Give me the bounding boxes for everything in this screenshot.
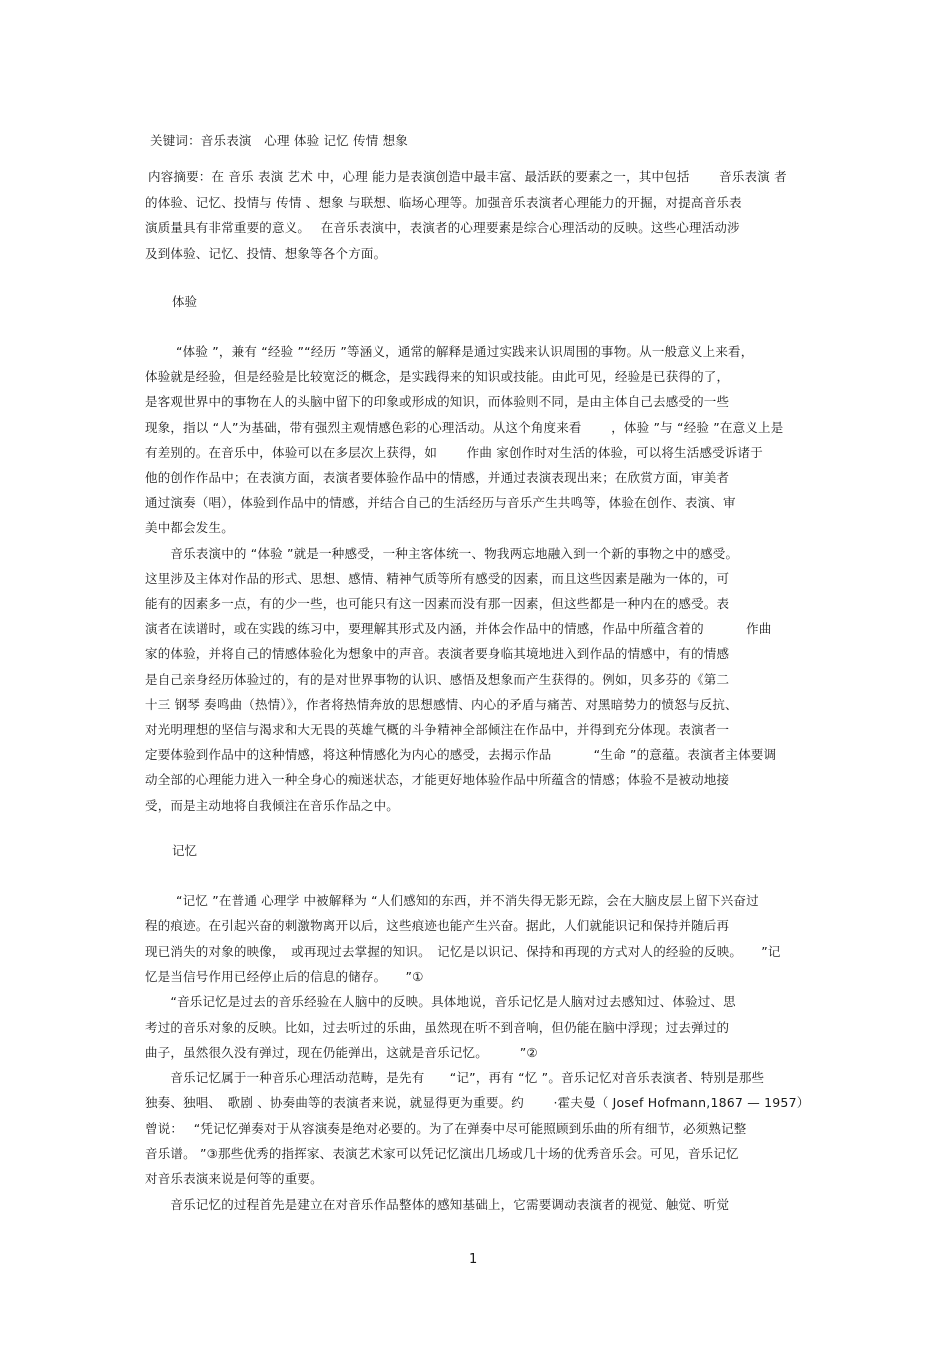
text-line: “体验 ”，兼有 “经验 ”“经历 ”等涵义，通常的解释是通过实践来认识周围的事物。从一般意义上来看， [176, 344, 754, 359]
text-line: 的体验、记忆、投情与 传情 、想象 与联想、临场心理等。加强音乐表演者心理能力的开掘，对提高音乐表 [145, 194, 742, 210]
text-line: 体验就是经验，但是经验是比较宽泛的概念，是实践得来的知识或技能。由此可见，经验是已获得的了， [145, 369, 730, 385]
text-line: 对光明理想的坚信与渴求和大无畏的英雄气概的斗争精神全部倾注在作品中，并得到充分体现。表演者一 [145, 722, 730, 737]
text-line: 独奏、独唱、 歌剧 、协奏曲等的表演者来说，就显得更为重要。约 ·霍夫曼（ Josef Hofmann,1867 — 1957） [145, 1095, 810, 1111]
text-line: 十三 钢琴 奏鸣曲（热情）》，作者将热情奔放的思想感情、内心的矛盾与痛苦、对黑暗势力的愤怒与反抗、 [145, 696, 738, 712]
text-line: 曾说： “凭记忆弹奏对于从容演奏是绝对必要的。为了在弹奏中尽可能照顾到乐曲的所有细节，必须熟记整 [145, 1120, 747, 1136]
text-line: 定要体验到作品中的这种情感，将这种情感化为内心的感受，去揭示作品 “生命 ”的意蕴。表演者主体要调 [145, 747, 777, 763]
text-line: “记忆 ”在普通 心理学 中被解释为 “人们感知的东西，并不消失得无影无踪，会在大脑皮层上留下兴奋过 [176, 893, 759, 908]
text-line: 这里涉及主体对作品的形式、思想、感情、精神气质等所有感受的因素，而且这些因素是融为一体的，可 [145, 570, 730, 586]
text-line: 有差别的。在音乐中，体验可以在多层次上获得，如 作曲 家创作时对生活的体验，可以将生活感受诉诸于 [145, 444, 763, 460]
text-line: 演质量具有非常重要的意义。 在音乐表演中，表演者的心理要素是综合心理活动的反映。这些心理活动涉 [145, 220, 740, 235]
text-line: 家的体验，并将自己的情感体验化为想象中的声音。表演者要身临其境地进入到作品的情感中，有的情感 [145, 646, 730, 662]
text-line: 受，而是主动地将自我倾注在音乐作品之中。 [145, 797, 400, 813]
text-line: 是自己亲身经历体验过的，有的是对世界事物的认识、感悟及想象而产生获得的。例如，贝多芬的《第二 [145, 671, 730, 687]
text-line: 考过的音乐对象的反映。比如，过去听过的乐曲，虽然现在听不到音响，但仍能在脑中浮现；过去弹过的 [145, 1019, 730, 1035]
text-line: 曲子，虽然很久没有弹过，现在仍能弹出，这就是音乐记忆。 ”② [145, 1044, 538, 1060]
text-line: 演者在读谱时，或在实践的练习中，要理解其形式及内涵，并体会作品中的情感，作品中所蕴含着的 作曲 [145, 621, 772, 637]
text-line: 及到体验、记忆、投情、想象等各个方面。 [145, 245, 387, 261]
text-line: 音乐记忆的过程首先是建立在对音乐作品整体的感知基础上，它需要调动表演者的视觉、触觉、听觉 [145, 1196, 730, 1212]
text-line: 是客观世界中的事物在人的头脑中留下的印象或形成的知识，而体验则不同，是由主体自己去感受的一些 [145, 394, 730, 410]
section-title-experience: 体验 [172, 294, 198, 309]
keywords-line: 关键词：音乐表演 心理 体验 记忆 传情 想象 [150, 133, 408, 148]
text-line: 现已消失的对象的映像， 或再现过去掌握的知识。 记忆是以识记、保持和再现的方式对人的经验的反映。 ”记 [145, 943, 781, 959]
text-line: 程的痕迹。在引起兴奋的刺激物离开以后，这些痕迹也能产生兴奋。据此，人们就能识记和保持并随后再 [145, 918, 730, 934]
text-line: 内容摘要：在 音乐 表演 艺术 中，心理 能力是表演创造中最丰富、最活跃的要素之一，其中包括 音乐表演 者 [148, 169, 787, 184]
page-number: 1 [469, 1252, 478, 1267]
text-line: 忆是当信号作用已经停止后的信息的储存。 ”① [145, 968, 424, 984]
text-line: “音乐记忆是过去的音乐经验在人脑中的反映。具体地说，音乐记忆是人脑对过去感知过、体验过、思 [145, 994, 736, 1010]
text-line: 他的创作作品中；在表演方面，表演者要体验作品中的情感，并通过表演表现出来；在欣赏方面，审美者 [145, 470, 730, 485]
text-line: 对音乐表演来说是何等的重要。 [145, 1171, 323, 1187]
text-line: 音乐记忆属于一种音乐心理活动范畴，是先有 “记”，再有 “忆 ”。音乐记忆对音乐表演者、特别是那些 [145, 1070, 765, 1086]
section-title-memory: 记忆 [172, 843, 198, 858]
text-line: 现象，指以 “人”为基础，带有强烈主观情感色彩的心理活动。从这个角度来看 ，体验 ”与 “经验 ”在意义上是 [145, 419, 784, 435]
text-line: 音乐谱。 ”③那些优秀的指挥家、表演艺术家可以凭记忆演出几场或几十场的优秀音乐会。可见，音乐记忆 [145, 1146, 739, 1161]
text-line: 能有的因素多一点，有的少一些，也可能只有这一因素而没有那一因素，但这些都是一种内在的感受。表 [145, 596, 730, 611]
text-line: 通过演奏（唱），体验到作品中的情感，并结合自己的生活经历与音乐产生共鸣等，体验在创作、表演、审 [145, 495, 736, 511]
text-line: 音乐表演中的 “体验 ”就是一种感受，一种主客体统一、物我两忘地融入到一个新的事物之中的感受。 [145, 545, 739, 561]
text-line: 美中都会发生。 [145, 520, 234, 536]
text-line: 动全部的心理能力进入一种全身心的痴迷状态，才能更好地体验作品中所蕴含的情感；体验不是被动地接 [145, 772, 730, 788]
